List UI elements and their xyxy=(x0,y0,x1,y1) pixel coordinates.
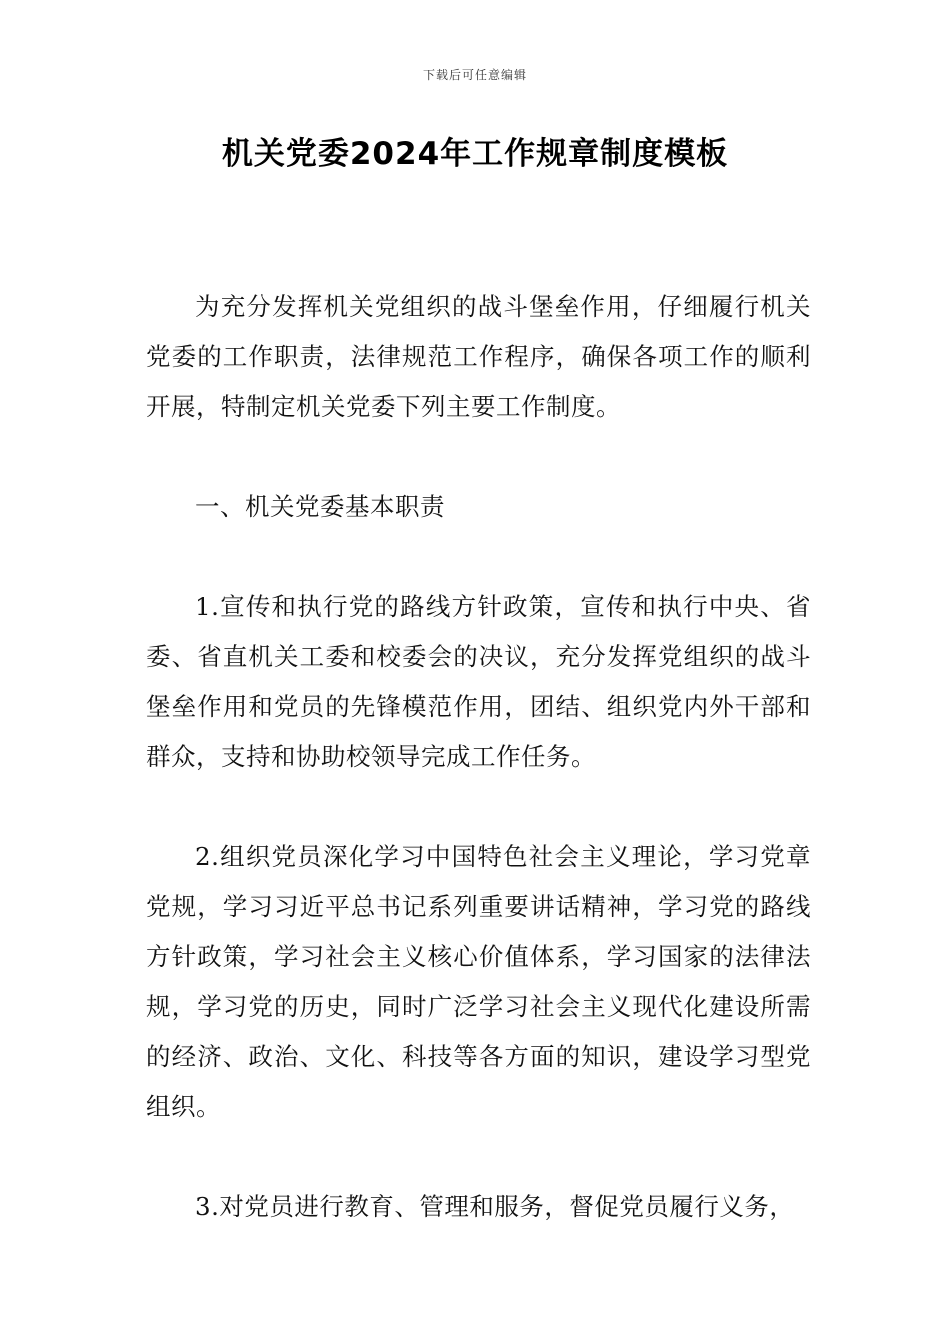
duty-item-2: 2.组织党员深化学习中国特色社会主义理论，学习党章党规，学习习近平总书记系列重要讲话精神，学习党的路线方针政策，学习社会主义核心价值体系，学习国家的法律法规，学习党的历史，同时广泛学习社会主义现代化建设所需的经济、政治、文化、科技等各方面的知识，建设学习型党组织。 xyxy=(146,842,811,1121)
duty-item-3: 3.对党员进行教育、管理和服务，督促党员履行义务， xyxy=(195,1192,795,1221)
paragraph-spacer xyxy=(146,532,811,582)
document-body xyxy=(146,282,811,1232)
paragraph-spacer xyxy=(146,782,811,832)
paragraph-spacer xyxy=(146,1132,811,1182)
document-title: 机关党委2024年工作规章制度模板 xyxy=(221,136,729,172)
duty-item-1: 1.宣传和执行党的路线方针政策，宣传和执行中央、省委、省直机关工委和校委会的决议，充分发挥党组织的战斗堡垒作用和党员的先锋模范作用，团结、组织党内外干部和群众，支持和协助校领导完成工作任务。 xyxy=(146,592,811,771)
section-heading: 一、机关党委基本职责 xyxy=(195,492,445,521)
paragraph-spacer xyxy=(146,432,811,482)
header-note: 下载后可任意编辑 xyxy=(422,68,527,82)
intro-paragraph: 为充分发挥机关党组织的战斗堡垒作用，仔细履行机关党委的工作职责，法律规范工作程序，确保各项工作的顺利开展，特制定机关党委下列主要工作制度。 xyxy=(146,292,811,421)
